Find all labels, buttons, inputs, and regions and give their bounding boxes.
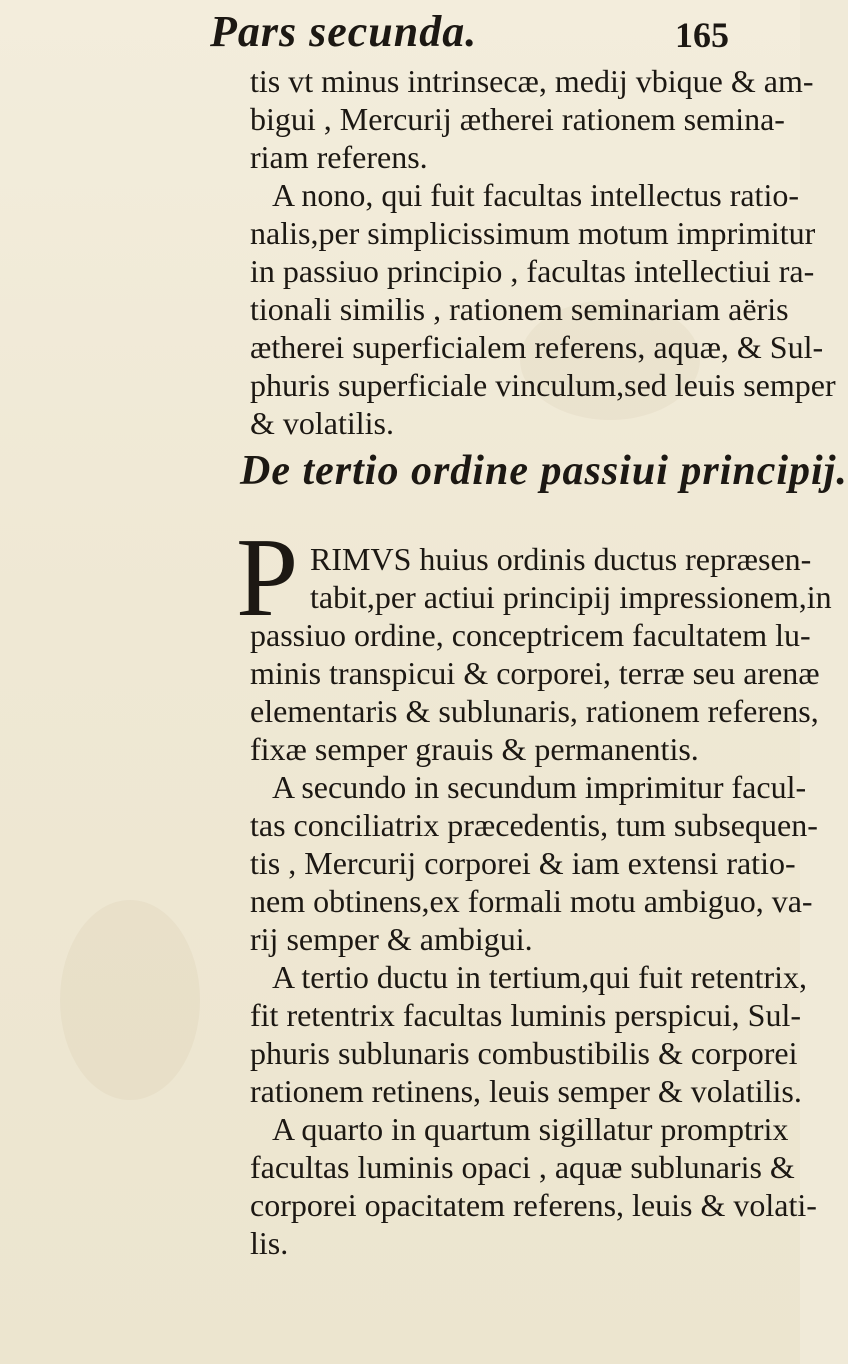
running-title: Pars secunda.	[210, 7, 478, 56]
text-line: tabit,per actiui principij impressionem,in	[310, 579, 832, 615]
text-line: elementaris & sublunaris, rationem referens,	[250, 693, 819, 729]
text-line: passiuo ordine, conceptricem facultatem lu-	[250, 617, 811, 653]
text-line: fit retentrix facultas luminis perspicui, Sul-	[250, 997, 801, 1033]
text-line: rij semper & ambigui.	[250, 921, 533, 957]
text-line: A tertio ductu in tertium,qui fuit retentrix,	[272, 959, 807, 995]
running-head	[0, 6, 800, 66]
drop-cap: P	[236, 516, 299, 640]
text-line: facultas luminis opaci , aquæ sublunaris &	[250, 1149, 795, 1185]
text-line: riam referens.	[250, 139, 428, 175]
text-line: corporei opacitatem referens, leuis & volati-	[250, 1187, 817, 1223]
section-heading: De tertio ordine passiui principij.	[240, 448, 848, 494]
text-line: tis vt minus intrinsecæ, medij vbique & am-	[250, 63, 814, 99]
text-line: fixæ semper grauis & permanentis.	[250, 731, 699, 767]
text-line: tas conciliatrix præcedentis, tum subsequen-	[250, 807, 818, 843]
text-line: tis , Mercurij corporei & iam extensi ratio-	[250, 845, 796, 881]
page-number: 165	[675, 15, 729, 55]
text-line: phuris sublunaris combustibilis & corporei	[250, 1035, 798, 1071]
text-line: phuris superficiale vinculum,sed leuis semper	[250, 367, 836, 403]
paper-stain	[60, 900, 200, 1100]
text-line: tionali similis , rationem seminariam aëris	[250, 291, 789, 327]
text-line: in passiuo principio , facultas intellectiui ra-	[250, 253, 815, 289]
text-line: RIMVS huius ordinis ductus repræsen-	[310, 541, 812, 577]
text-line: lis.	[250, 1225, 289, 1261]
text-line: ætherei superficialem referens, aquæ, & Sul-	[250, 329, 824, 365]
text-line: bigui , Mercurij ætherei rationem semina-	[250, 101, 785, 137]
text-line: nem obtinens,ex formali motu ambiguo, va-	[250, 883, 813, 919]
text-line: nalis,per simplicissimum motum imprimitur	[250, 215, 816, 251]
text-line: rationem retinens, leuis semper & volatilis.	[250, 1073, 802, 1109]
text-line: & volatilis.	[250, 405, 394, 441]
text-line: A nono, qui fuit facultas intellectus ratio-	[272, 177, 799, 213]
text-line: A secundo in secundum imprimitur facul-	[272, 769, 807, 805]
text-line: A quarto in quartum sigillatur promptrix	[272, 1111, 789, 1147]
text-line: minis transpicui & corporei, terræ seu arenæ	[250, 655, 820, 691]
